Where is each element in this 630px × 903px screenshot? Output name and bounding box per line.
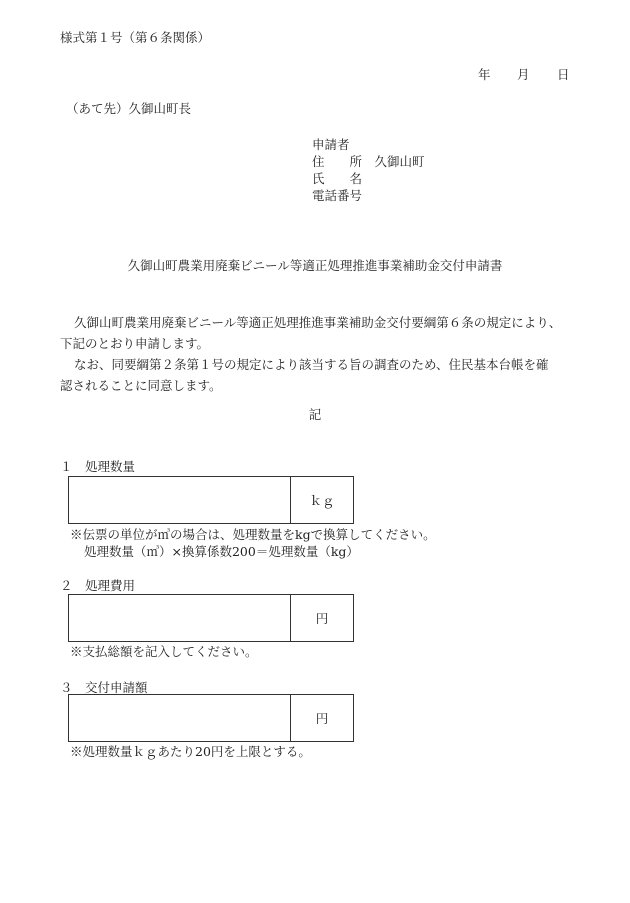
item-1-note-2: 処理数量（㎥）×換算係数200＝処理数量（kg） <box>84 544 359 559</box>
document-title: 久御山町農業用廃棄ビニール等適正処理推進事業補助金交付申請書 <box>127 258 503 273</box>
date-year-label: 年 <box>478 67 491 82</box>
phone-label: 電話番号 <box>312 188 363 203</box>
quantity-field[interactable] <box>69 477 291 523</box>
grant-amount-field[interactable] <box>69 695 291 741</box>
date-day-label: 日 <box>557 67 570 82</box>
body-paragraph <box>60 312 590 396</box>
grant-amount-input-box <box>68 694 354 742</box>
body-line-4: 認されることに同意します。 <box>60 378 222 393</box>
body-line-1: 久御山町農業用廃棄ビニール等適正処理推進事業補助金交付要綱第６条の規定により、 <box>74 315 562 330</box>
item-2-note-1: ※支払総額を記入してください。 <box>70 644 258 659</box>
item-1-label: １ 処理数量 <box>60 459 136 474</box>
date-month-label: 月 <box>517 67 530 82</box>
yen-unit-label-2: 円 <box>315 711 329 726</box>
kg-unit-label: ｋｇ <box>309 493 335 508</box>
address-value: 久御山町 <box>374 154 425 169</box>
item-1-note-1: ※伝票の単位が㎥の場合は、処理数量をkgで換算してください。 <box>70 527 436 542</box>
yen-unit-cell-2 <box>290 695 353 741</box>
cost-field[interactable] <box>69 595 291 641</box>
item-3-note-1: ※処理数量ｋｇあたり20円を上限とする。 <box>70 744 311 759</box>
applicant-heading: 申請者 <box>312 137 350 152</box>
address-label: 住 所 <box>312 154 363 169</box>
quantity-input-box <box>68 476 354 524</box>
kg-unit-cell <box>290 477 353 523</box>
item-2-label: ２ 処理費用 <box>60 578 136 593</box>
cost-input-box <box>68 594 354 642</box>
body-line-3: なお、同要綱第２条第１号の規定により該当する旨の調査のため、住民基本台帳を確 <box>74 357 549 372</box>
yen-unit-label: 円 <box>315 611 329 626</box>
ki-heading: 記 <box>308 407 322 422</box>
body-line-2: 下記のとおり申請します。 <box>60 336 210 351</box>
yen-unit-cell <box>290 595 353 641</box>
item-3-label: ３ 交付申請額 <box>60 680 148 695</box>
form-number: 様式第１号（第６条関係） <box>60 30 211 45</box>
applicant-address-row <box>312 153 425 171</box>
name-label: 氏 名 <box>312 171 363 186</box>
addressee: （あて先）久御山町長 <box>66 101 192 116</box>
